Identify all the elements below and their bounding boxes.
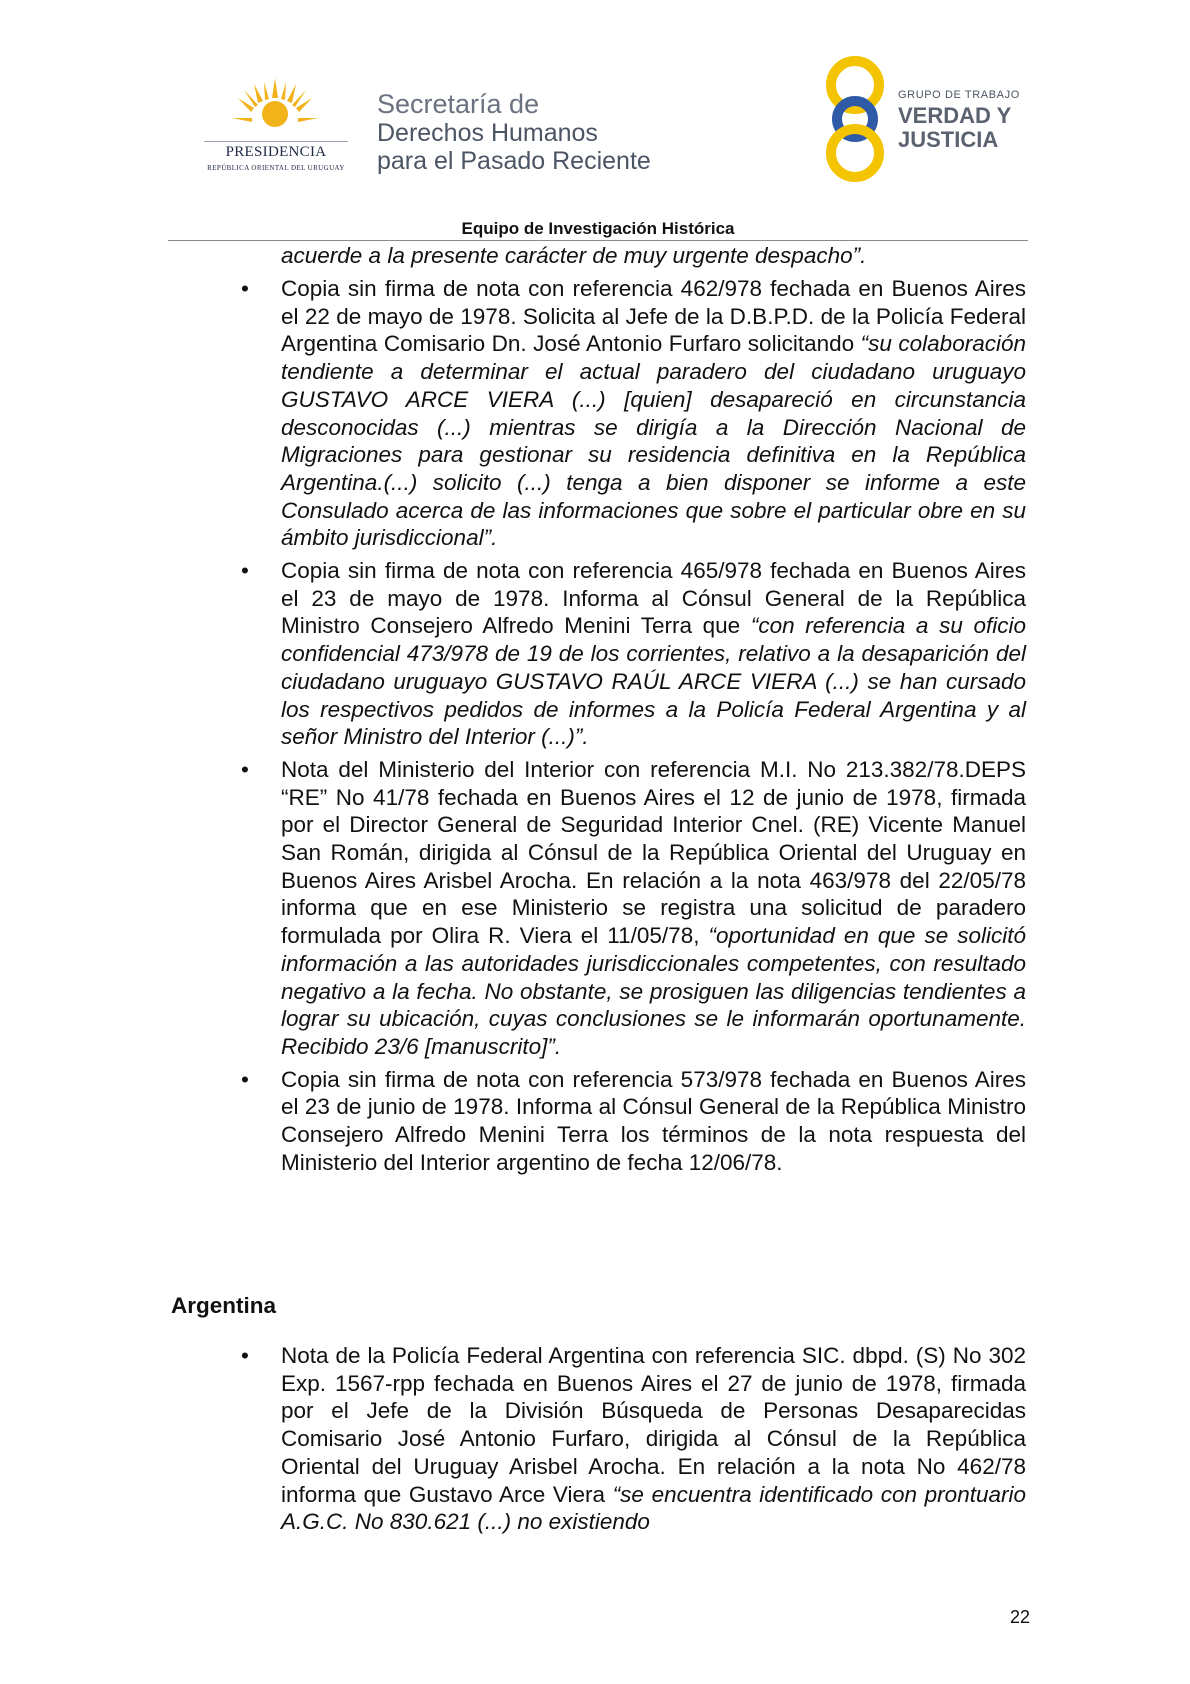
item-text: Nota de la Policía Federal Argentina con referencia SIC. dbpd. (S) No 302 Exp. 1567-rpp fechada en Buenos Aires el 27 de junio de 1978, firmada por el Jefe de la División Búsqueda de Personas Desaparecidas Comisario José Antonio Furfaro, dirigida al Cónsul de la República Oriental del Uruguay Arisbel Arocha. En relación a la nota No 462/78 informa que Gustavo Arce Viera — [281, 1343, 1026, 1507]
item-text: Copia sin firma de nota con referencia 462/978 fechada en Buenos Aires el 22 de mayo de 1978. Solicita al Jefe de la D.B.P.D. de la Policía Federal Argentina Comisario Dn. José Antonio Furfaro solicitando — [281, 276, 1026, 357]
item-quote: “oportunidad en que se solicitó información a las autoridades jurisdiccionales competentes, con resultado negativo a la fecha. No obstante, se prosiguen las diligencias tendientes a lograr su ubicación, cuyas conclusiones se le informarán oportunamente. Recibido 23/6 [manuscrito]”. — [281, 923, 1026, 1059]
item-quote: “su colaboración tendiente a determinar el actual paradero del ciudadano uruguayo GUSTAVO ARCE VIERA (...) [quien] desapareció en circunstancia desconocidas (...) mientras se dirigía a la Dirección Nacional de Migraciones para gestionar su residencia definitiva en la República Argentina.(...) solicito (...) tenga a bien disponer se informe a este Consulado acerca de las informaciones que sobre el particular obre en su ámbito jurisdiccional”. — [281, 331, 1026, 551]
section-heading: Argentina — [171, 1293, 277, 1318]
presidencia-logo — [196, 78, 356, 178]
presidencia-name: PRESIDENCIA — [225, 144, 327, 160]
continuation-text: acuerde a la presente carácter de muy urgente despacho”. — [281, 243, 867, 268]
list-item — [241, 756, 1026, 1061]
gtvj-line-3: JUSTICIA — [898, 127, 999, 152]
bullet-marker: • — [241, 276, 249, 301]
gtvj-logo — [820, 55, 1030, 185]
secretaria-line-3: para el Pasado Reciente — [377, 147, 651, 175]
secretaria-line-2: Derechos Humanos — [377, 119, 598, 147]
team-title: Equipo de Investigación Histórica — [461, 219, 735, 238]
list-item — [241, 1342, 1026, 1536]
bullet-marker: • — [241, 756, 249, 782]
item-text: Copia sin firma de nota con referencia 573/978 fechada en Buenos Aires el 23 de junio de 1978. Informa al Cónsul General de la República Ministro Consejero Alfredo Menini Terra los términos de la nota respuesta del Ministerio del Interior argentino de fecha 12/06/78. — [281, 1066, 1026, 1175]
bullet-marker: • — [241, 558, 249, 584]
gtvj-line-2: VERDAD Y — [898, 103, 1012, 128]
gtvj-line-1: GRUPO DE TRABAJO — [898, 89, 1020, 101]
list-item — [241, 1066, 1026, 1177]
item-text: Copia sin firma de nota con referencia 465/978 fechada en Buenos Aires el 23 de mayo de 1978. Informa al Cónsul General de la República Ministro Consejero Alfredo Menini Terra que — [281, 558, 1026, 639]
header-divider — [168, 240, 1028, 241]
bullet-list — [241, 275, 1026, 1182]
sun-emblem-icon — [230, 78, 320, 138]
rings-emblem-icon — [820, 55, 890, 183]
presidencia-subtitle: REPÚBLICA ORIENTAL DEL URUGUAY — [207, 164, 345, 172]
bullet-list-2 — [241, 1342, 1026, 1541]
item-text: Nota del Ministerio del Interior con referencia M.I. No 213.382/78.DEPS “RE” No 41/78 fechada en Buenos Aires el 12 de junio de 1978, firmada por el Director General de Seguridad Interior Cnel. (RE) Vicente Manuel San Román, dirigida al Cónsul de la República Oriental del Uruguay en Buenos Aires Arisbel Arocha. En relación a la nota 463/978 del 22/05/78 informa que en ese Ministerio se registra una solicitud de paradero formulada por Olira R. Viera el 11/05/78, — [281, 756, 1026, 949]
secretaria-logo-text — [377, 90, 651, 175]
presidencia-divider — [204, 141, 348, 142]
list-item — [241, 557, 1026, 751]
bullet-marker: • — [241, 1066, 249, 1092]
item-quote: “con referencia a su oficio confidencial 473/978 de 19 de los corrientes, relativo a la desaparición del ciudadano uruguayo GUSTAVO RAÚL ARCE VIERA (...) se han cursado los respectivos pedidos de informes a la Policía Federal Argentina y al señor Ministro del Interior (...)”. — [281, 613, 1026, 750]
bullet-marker: • — [241, 1343, 249, 1368]
item-quote: “se encuentra identificado con prontuario A.G.C. No 830.621 (...) no existiendo — [281, 1481, 1026, 1535]
secretaria-line-1: Secretaría de — [377, 89, 540, 119]
list-item — [241, 275, 1026, 552]
page-number: 22 — [1009, 1607, 1030, 1627]
